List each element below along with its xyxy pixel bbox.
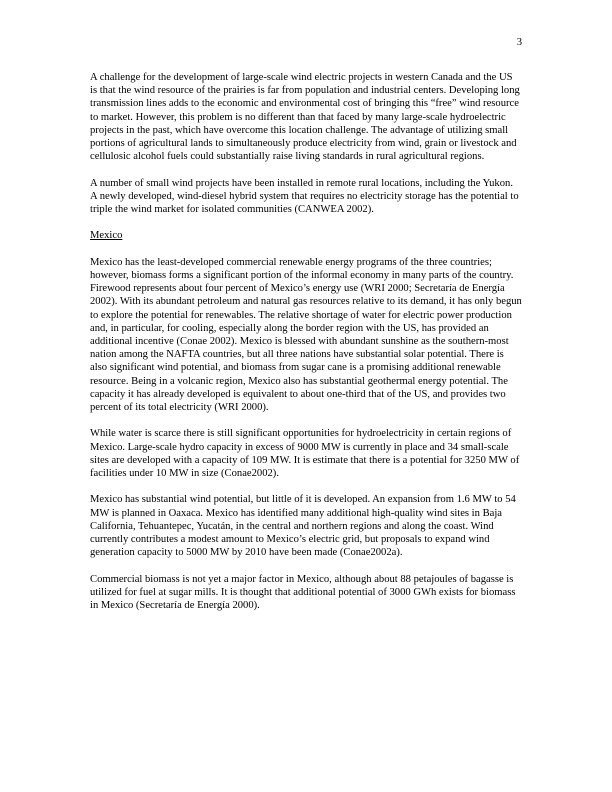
page-body [90,71,522,625]
paragraph-mexico-wind: Mexico has substantial wind potential, but little of it is developed. An expansion from 1.6 MW to 54 MW is planned in Oaxaca. Mexico has identified many additional high-quality wind sites in Baja California, Tehuantepec, Yucatán, in the central and northern regions and along the coast. Wind currently contributes a modest amount to Mexico’s electric grid, but proposals to expand wind generation capacity to 5000 MW by 2010 have been made (Conae2002a). [90,494,516,559]
section-heading-mexico: Mexico [90,230,123,242]
paragraph-mexico-hydro: While water is scarce there is still significant opportunities for hydroelectricity in certain regions of Mexico. Large-scale hydro capacity in excess of 9000 MW is currently in place and 34 small-scale sites are developed with a capacity of 109 MW. It is estimate that there is a potential for 3250 MW of facilities under 10 MW in size (Conae2002). [90,428,520,480]
paragraph-wind-transmission-challenge: A challenge for the development of large-scale wind electric projects in western Canada and the US is that the wind resource of the prairies is far from population and industrial centers. Developing long transmission lines adds to the economic and environmental cost of bringing this “free” wind resource to market. However, this problem is no different than that faced by many large-scale hydroelectric projects in the past, which have overcome this location challenge. The advantage of utilizing small portions of agricultural lands to simultaneously produce electricity from wind, grain or livestock and cellulosic alcohol fuels could substantially raise living standards in rural agricultural regions. [90,72,520,163]
paragraph-mexico-overview: Mexico has the least-developed commercial renewable energy programs of the three countries; however, biomass forms a significant portion of the informal economy in many parts of the country. Firewood represents about four percent of Mexico’s energy use (WRI 2000; Secretaría de Energía 2002). With its abundant petroleum and natural gas resources relative to its demand, it has only begun to explore the potential for renewables. The relative shortage of water for electric power production and, in particular, for cooling, especially along the border region with the US, has provided an additional incentive (Conae 2002). Mexico is blessed with abundant sunshine as the southern-most nation among the NAFTA countries, but all three nations have substantial solar potential. There is also significant wind potential, and biomass from sugar cane is a promising additional renewable resource. Being in a volcanic region, Mexico also has substantial geothermal energy potential. The capacity it has already developed is equivalent to about one-third that of the US, and provides two percent of its total electricity (WRI 2000). [90,256,522,414]
paragraph-small-wind-projects: A number of small wind projects have been installed in remote rural locations, including the Yukon. A newly developed, wind-diesel hybrid system that requires no electricity storage has the potential to triple the wind market for isolated communities (CANWEA 2002). [90,177,519,216]
paragraph-mexico-biomass: Commercial biomass is not yet a major factor in Mexico, although about 88 petajoules of bagasse is utilized for fuel at sugar mills. It is thought that additional potential of 3000 GWh exists for biomass in Mexico (Secretaría de Energía 2000). [90,573,516,612]
page-number: 3 [516,37,522,48]
